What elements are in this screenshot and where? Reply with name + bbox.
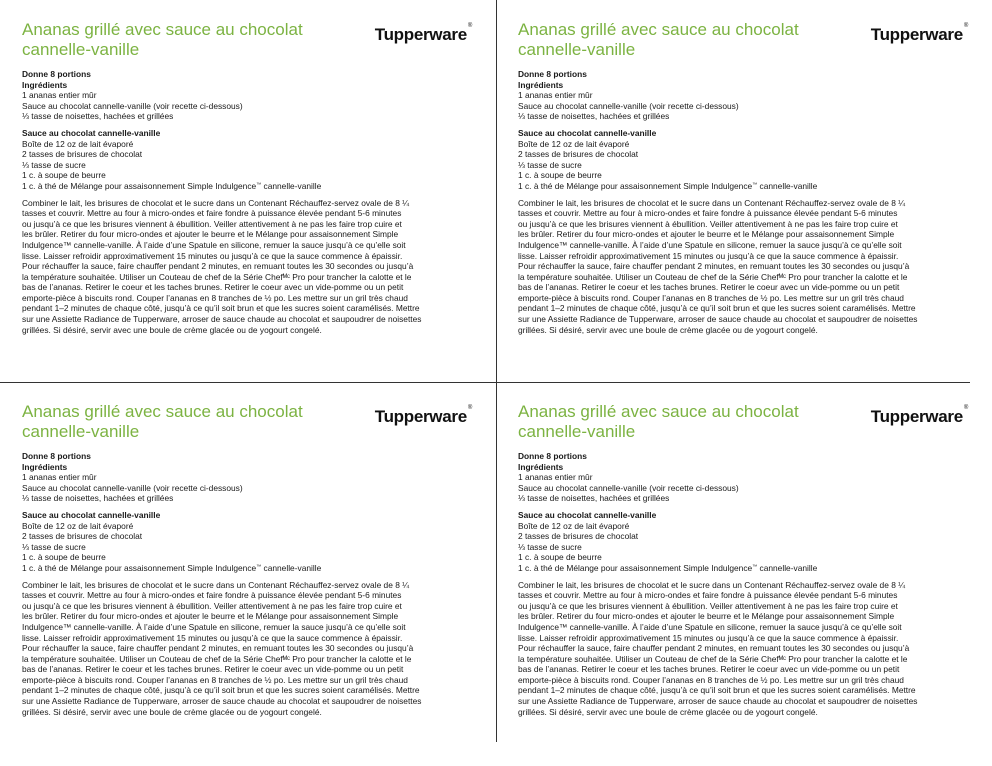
recipe-card-bottom-left — [22, 402, 477, 762]
sauce-ingredient-item: 2 tasses de brisures de chocolat — [22, 531, 143, 542]
method-line: sur une Assiette Radiance de Tupperware, arroser de sauce chaude au chocolat et saupoudrer de noisettes — [22, 696, 422, 707]
sauce-ingredient-item: ⅓ tasse de sucre — [518, 541, 582, 552]
recipe-title: Ananas grillé avec sauce au chocolat cannelle-vanille — [518, 402, 799, 441]
horizontal-cut-line — [0, 382, 970, 383]
recipe-title: Ananas grillé avec sauce au chocolat cannelle-vanille — [22, 20, 303, 59]
portions-label: Donne 8 portions — [518, 451, 587, 461]
logo-text: Tupperware — [870, 407, 963, 426]
ingredient-item: 1 ananas entier mûr — [22, 472, 97, 483]
ingredient-item: 1 ananas entier mûr — [518, 90, 593, 101]
method-line: ou jusqu’à ce que les brisures viennent à ébullition. Veiller attentivement à ne pas les faire trop cuire et — [22, 218, 402, 229]
method-line: pendant 1–2 minutes de chaque côté, jusqu’à ce qu’il soit brun et que les sucres soient caramélisés. Mettre — [22, 685, 420, 696]
ingredient-item: 1 ananas entier mûr — [518, 472, 593, 483]
method-line: emporte-pièce à biscuits rond. Couper l’ananas en 8 tranches de ½ po. Les mettre sur un gril très chaud — [518, 292, 904, 303]
logo-text: Tupperware — [374, 25, 467, 44]
seasoning-suffix: cannelle-vanille — [261, 562, 322, 573]
method-line: Combiner le lait, les brisures de chocolat et le sucre dans un Contenant Réchauffez-servez ovale de 8 ¼ — [22, 197, 410, 208]
seasoning-suffix: cannelle-vanille — [757, 562, 818, 573]
method-line: emporte-pièce à biscuits rond. Couper l’ananas en 8 tranches de ½ po. Les mettre sur un gril très chaud — [22, 674, 408, 685]
card-header — [518, 402, 973, 446]
method-line: tasses et couvrir. Mettre au four à micro-ondes et faire fondre à puissance élevée pendant 5-6 minutes — [518, 590, 898, 601]
tupperware-logo — [871, 407, 968, 427]
method-line: grillées. Si désiré, servir avec une boule de crème glacée ou de yogourt congelé. — [518, 324, 818, 335]
registered-mark: ® — [963, 405, 968, 411]
method-line: ou jusqu’à ce que les brisures viennent à ébullition. Veiller attentivement à ne pas les faire trop cuire et — [518, 218, 898, 229]
method-line: Combiner le lait, les brisures de chocolat et le sucre dans un Contenant Réchauffez-servez ovale de 8 ¼ — [22, 579, 410, 590]
method-line: sur une Assiette Radiance de Tupperware, arroser de sauce chaude au chocolat et saupoudrer de noisettes — [518, 314, 918, 325]
sauce-ingredient-item: ⅓ tasse de sucre — [22, 541, 86, 552]
tupperware-logo — [375, 407, 472, 427]
sauce-heading: Sauce au chocolat cannelle-vanille — [22, 509, 161, 520]
method-line: Indulgence™ cannelle-vanille. À l’aide d’une Spatule en silicone, remuer la sauce jusqu’à ce qu’elle soit — [518, 239, 902, 250]
method-line: Indulgence™ cannelle-vanille. À l’aide d’une Spatule en silicone, remuer la sauce jusqu’à ce qu’elle soit — [22, 621, 406, 632]
method-line: la température souhaitée. Utiliser un Couteau de chef de la Série Chefᴹᶜ Pro pour trancher la calotte et le — [518, 653, 908, 664]
method-line: tasses et couvrir. Mettre au four à micro-ondes et faire fondre à puissance élevée pendant 5-6 minutes — [22, 590, 402, 601]
trademark-mark: ™ — [256, 181, 262, 188]
method-line: bas de l’ananas. Retirer le coeur et les taches brunes. Retirer le coeur avec un vide-pomme ou un petit — [22, 664, 404, 675]
recipe-title: Ananas grillé avec sauce au chocolat cannelle-vanille — [22, 402, 303, 441]
trademark-mark: ™ — [752, 181, 758, 188]
card-header — [22, 20, 477, 64]
ingredients-section — [518, 451, 973, 504]
method-paragraph — [518, 580, 973, 718]
sauce-ingredient-item: Boîte de 12 oz de lait évaporé — [518, 520, 630, 531]
method-paragraph — [518, 198, 973, 336]
portions-label: Donne 8 portions — [22, 451, 91, 461]
ingredient-item: Sauce au chocolat cannelle-vanille (voir recette ci-dessous) — [22, 482, 243, 493]
method-line: tasses et couvrir. Mettre au four à micro-ondes et faire fondre à puissance élevée pendant 5-6 minutes — [518, 208, 898, 219]
tupperware-logo — [871, 25, 968, 45]
method-line: lisse. Laisser refroidir approximativement 15 minutes ou jusqu’à ce que la sauce commence à épaissir. — [22, 632, 403, 643]
method-line: tasses et couvrir. Mettre au four à micro-ondes et faire fondre à puissance élevée pendant 5-6 minutes — [22, 208, 402, 219]
method-line: sur une Assiette Radiance de Tupperware, arroser de sauce chaude au chocolat et saupoudrer de noisettes — [22, 314, 422, 325]
vertical-cut-line — [496, 0, 497, 742]
sauce-ingredient-item: Boîte de 12 oz de lait évaporé — [22, 138, 134, 149]
seasoning-text: 1 c. à thé de Mélange pour assaisonnement Simple Indulgence — [518, 180, 753, 191]
method-line: Pour réchauffer la sauce, faire chauffer pendant 2 minutes, en remuant toutes les 30 secondes ou jusqu’à — [22, 643, 414, 654]
method-line: grillées. Si désiré, servir avec une boule de crème glacée ou de yogourt congelé. — [518, 706, 818, 717]
sauce-ingredient-item: 2 tasses de brisures de chocolat — [22, 149, 143, 160]
trademark-mark: ™ — [752, 563, 758, 570]
portions-label: Donne 8 portions — [518, 69, 587, 79]
ingredients-heading: Ingrédients — [518, 461, 564, 472]
logo-text: Tupperware — [374, 407, 467, 426]
method-line: Pour réchauffer la sauce, faire chauffer pendant 2 minutes, en remuant toutes les 30 secondes ou jusqu’à — [518, 643, 910, 654]
ingredient-item: Sauce au chocolat cannelle-vanille (voir recette ci-dessous) — [518, 482, 739, 493]
method-line: bas de l’ananas. Retirer le coeur et les taches brunes. Retirer le coeur avec un vide-pomme ou un petit — [518, 282, 900, 293]
method-paragraph — [22, 580, 477, 718]
method-line: les brûler. Retirer du four micro-ondes et ajouter le beurre et le Mélange pour assaisonnement Simple — [22, 229, 399, 240]
method-line: Pour réchauffer la sauce, faire chauffer pendant 2 minutes, en remuant toutes les 30 secondes ou jusqu’à — [518, 261, 910, 272]
seasoning-text: 1 c. à thé de Mélange pour assaisonnement Simple Indulgence — [22, 180, 257, 191]
card-header — [518, 20, 973, 64]
method-line: bas de l’ananas. Retirer le coeur et les taches brunes. Retirer le coeur avec un vide-pomme ou un petit — [518, 664, 900, 675]
seasoning-text: 1 c. à thé de Mélange pour assaisonnement Simple Indulgence — [22, 562, 257, 573]
sauce-ingredient-item: 1 c. à soupe de beurre — [518, 552, 602, 563]
logo-text: Tupperware — [870, 25, 963, 44]
method-line: la température souhaitée. Utiliser un Couteau de chef de la Série Chefᴹᶜ Pro pour trancher la calotte et le — [518, 271, 908, 282]
method-line: pendant 1–2 minutes de chaque côté, jusqu’à ce qu’il soit brun et que les sucres soient caramélisés. Mettre — [22, 303, 420, 314]
portions-label: Donne 8 portions — [22, 69, 91, 79]
method-line: lisse. Laisser refroidir approximativement 15 minutes ou jusqu’à ce que la sauce commence à épaissir. — [518, 632, 899, 643]
sauce-ingredient-item-seasoning — [22, 181, 477, 192]
method-line: les brûler. Retirer du four micro-ondes et ajouter le beurre et le Mélange pour assaisonnement Simple — [518, 229, 895, 240]
ingredient-item: 1 ananas entier mûr — [22, 90, 97, 101]
method-line: la température souhaitée. Utiliser un Couteau de chef de la Série Chefᴹᶜ Pro pour trancher la calotte et le — [22, 653, 412, 664]
trademark-mark: ™ — [256, 563, 262, 570]
method-line: les brûler. Retirer du four micro-ondes et ajouter le beurre et le Mélange pour assaisonnement Simple — [22, 611, 399, 622]
sauce-ingredient-item: 1 c. à soupe de beurre — [22, 170, 106, 181]
sauce-ingredient-item-seasoning — [518, 563, 973, 574]
sauce-ingredient-item-seasoning — [518, 181, 973, 192]
sauce-ingredient-item-seasoning — [22, 563, 477, 574]
card-header — [22, 402, 477, 446]
seasoning-text: 1 c. à thé de Mélange pour assaisonnement Simple Indulgence — [518, 562, 753, 573]
method-line: sur une Assiette Radiance de Tupperware, arroser de sauce chaude au chocolat et saupoudrer de noisettes — [518, 696, 918, 707]
recipe-card-top-left — [22, 20, 477, 380]
ingredients-section — [22, 69, 477, 122]
tupperware-logo — [375, 25, 472, 45]
method-line: grillées. Si désiré, servir avec une boule de crème glacée ou de yogourt congelé. — [22, 706, 322, 717]
method-line: grillées. Si désiré, servir avec une boule de crème glacée ou de yogourt congelé. — [22, 324, 322, 335]
sauce-ingredient-item: Boîte de 12 oz de lait évaporé — [518, 138, 630, 149]
registered-mark: ® — [963, 23, 968, 29]
sauce-heading: Sauce au chocolat cannelle-vanille — [518, 509, 657, 520]
ingredients-heading: Ingrédients — [22, 79, 68, 90]
recipe-card-bottom-right — [518, 402, 973, 762]
registered-mark: ® — [467, 405, 472, 411]
sauce-ingredient-item: 2 tasses de brisures de chocolat — [518, 149, 639, 160]
registered-mark: ® — [467, 23, 472, 29]
sauce-heading: Sauce au chocolat cannelle-vanille — [518, 127, 657, 138]
method-line: Indulgence™ cannelle-vanille. À l’aide d’une Spatule en silicone, remuer la sauce jusqu’à ce qu’elle soit — [518, 621, 902, 632]
ingredient-item: ⅓ tasse de noisettes, hachées et grillées — [22, 111, 174, 122]
sauce-ingredient-item: ⅓ tasse de sucre — [518, 159, 582, 170]
method-line: ou jusqu’à ce que les brisures viennent à ébullition. Veiller attentivement à ne pas les faire trop cuire et — [22, 600, 402, 611]
method-line: Combiner le lait, les brisures de chocolat et le sucre dans un Contenant Réchauffez-servez ovale de 8 ¼ — [518, 197, 906, 208]
method-line: Indulgence™ cannelle-vanille. À l’aide d’une Spatule en silicone, remuer la sauce jusqu’à ce qu’elle soit — [22, 239, 406, 250]
ingredient-item: ⅓ tasse de noisettes, hachées et grillées — [518, 111, 670, 122]
method-line: pendant 1–2 minutes de chaque côté, jusqu’à ce qu’il soit brun et que les sucres soient caramélisés. Mettre — [518, 303, 916, 314]
sauce-section — [518, 128, 973, 192]
method-paragraph — [22, 198, 477, 336]
sauce-ingredient-item: Boîte de 12 oz de lait évaporé — [22, 520, 134, 531]
sauce-ingredient-item: 1 c. à soupe de beurre — [22, 552, 106, 563]
method-line: emporte-pièce à biscuits rond. Couper l’ananas en 8 tranches de ½ po. Les mettre sur un gril très chaud — [22, 292, 408, 303]
recipe-title: Ananas grillé avec sauce au chocolat cannelle-vanille — [518, 20, 799, 59]
method-line: ou jusqu’à ce que les brisures viennent à ébullition. Veiller attentivement à ne pas les faire trop cuire et — [518, 600, 898, 611]
method-line: lisse. Laisser refroidir approximativement 15 minutes ou jusqu’à ce que la sauce commence à épaissir. — [518, 250, 899, 261]
method-line: lisse. Laisser refroidir approximativement 15 minutes ou jusqu’à ce que la sauce commence à épaissir. — [22, 250, 403, 261]
sauce-ingredient-item: 2 tasses de brisures de chocolat — [518, 531, 639, 542]
ingredient-item: Sauce au chocolat cannelle-vanille (voir recette ci-dessous) — [22, 100, 243, 111]
ingredients-section — [22, 451, 477, 504]
seasoning-suffix: cannelle-vanille — [757, 180, 818, 191]
sauce-ingredient-item: 1 c. à soupe de beurre — [518, 170, 602, 181]
seasoning-suffix: cannelle-vanille — [261, 180, 322, 191]
method-line: pendant 1–2 minutes de chaque côté, jusqu’à ce qu’il soit brun et que les sucres soient caramélisés. Mettre — [518, 685, 916, 696]
ingredients-section — [518, 69, 973, 122]
recipe-card-top-right — [518, 20, 973, 380]
method-line: Pour réchauffer la sauce, faire chauffer pendant 2 minutes, en remuant toutes les 30 secondes ou jusqu’à — [22, 261, 414, 272]
sauce-section — [22, 128, 477, 192]
ingredient-item: Sauce au chocolat cannelle-vanille (voir recette ci-dessous) — [518, 100, 739, 111]
ingredient-item: ⅓ tasse de noisettes, hachées et grillées — [22, 493, 174, 504]
sauce-ingredient-item: ⅓ tasse de sucre — [22, 159, 86, 170]
sauce-heading: Sauce au chocolat cannelle-vanille — [22, 127, 161, 138]
method-line: emporte-pièce à biscuits rond. Couper l’ananas en 8 tranches de ½ po. Les mettre sur un gril très chaud — [518, 674, 904, 685]
method-line: bas de l’ananas. Retirer le coeur et les taches brunes. Retirer le coeur avec un vide-pomme ou un petit — [22, 282, 404, 293]
method-line: Combiner le lait, les brisures de chocolat et le sucre dans un Contenant Réchauffez-servez ovale de 8 ¼ — [518, 579, 906, 590]
sauce-section — [518, 510, 973, 574]
method-line: les brûler. Retirer du four micro-ondes et ajouter le beurre et le Mélange pour assaisonnement Simple — [518, 611, 895, 622]
method-line: la température souhaitée. Utiliser un Couteau de chef de la Série Chefᴹᶜ Pro pour trancher la calotte et le — [22, 271, 412, 282]
ingredients-heading: Ingrédients — [518, 79, 564, 90]
ingredient-item: ⅓ tasse de noisettes, hachées et grillées — [518, 493, 670, 504]
sauce-section — [22, 510, 477, 574]
ingredients-heading: Ingrédients — [22, 461, 68, 472]
